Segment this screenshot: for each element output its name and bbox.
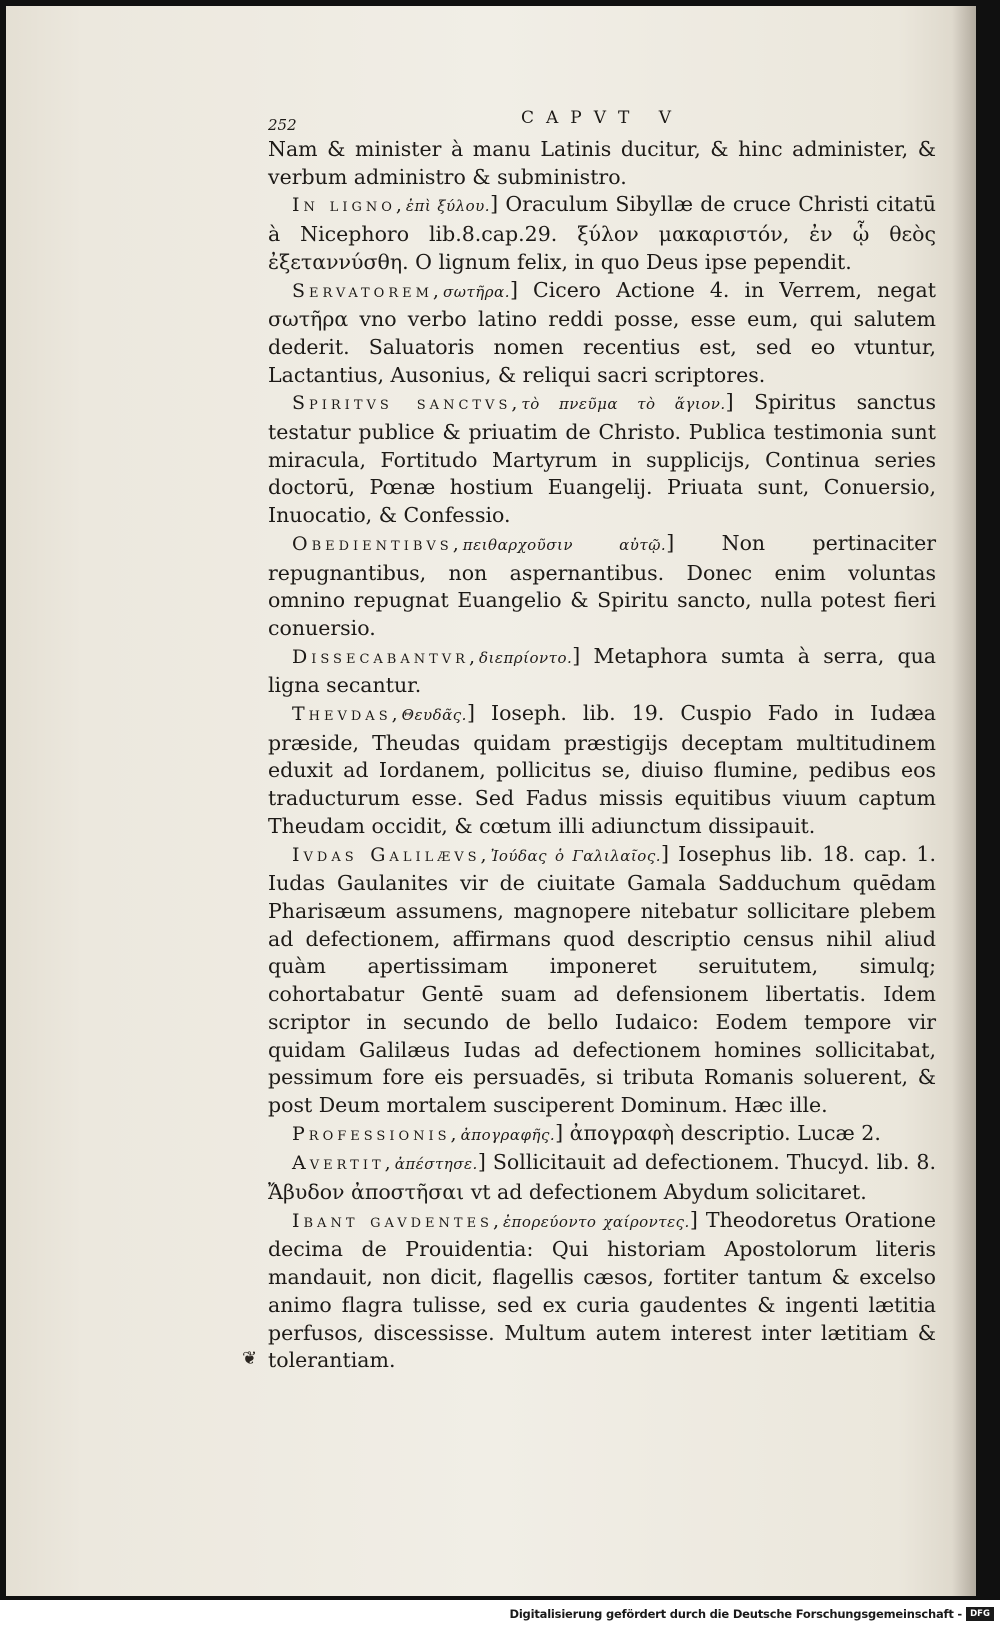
entry-text: ] Non pertinaciter repugnantibus, non aspernantibus. Donec enim voluntas omnino repugnat Euangelio & Spiritu sancto, nulla potest fieri conuersio. (268, 530, 937, 640)
entry-9 (268, 1149, 936, 1206)
entry-text: ] Theodoretus Oratione decima de Prouidentia: Qui historiam Apostolorum literis mandauit, non dicit, flagellis cæsos, fortiter tantum & excelso animo flagra tulisse, sed ex curia gaudentes & ingenti lætitia perfusos, discessisse. Multum autem interest inter lætitiam & tolerantiam. (268, 1207, 936, 1373)
entry-text: ] Spiritus sanctus testatur publice & priuatim de Christo. Publica testimonia sunt miracula, Fortitudo Martyrum in supplicijs, Continua series doctorū, Pœnæ hostium Euangelij. Priuata sunt, Conuersio, Inuocatio, & Confessio. (268, 390, 936, 528)
entry-lemma: Thevdas, (292, 703, 402, 726)
entry-lemma: Spiritvs sanctvs, (292, 392, 522, 415)
entry-greek: πειθαρχοῦσιν αὐτῷ. (462, 535, 667, 554)
funding-credit[interactable]: Digitalisierung gefördert durch die Deutsche Forschungsgemeinschaft - (509, 1607, 962, 1621)
entry-lemma: Dissecabantvr, (292, 645, 479, 668)
entry-lemma: Professionis, (292, 1122, 461, 1145)
entry-greek: διεπρίοντο. (478, 648, 573, 667)
dfg-logo-icon[interactable]: DFG (966, 1607, 994, 1621)
entry-greek: ἐπὶ ξύλου. (405, 197, 491, 216)
entry-lemma: Ivdas Galilævs, (292, 843, 491, 866)
entry-8 (268, 1120, 936, 1150)
entry-lemma: In ligno, (292, 194, 406, 217)
entry-5 (268, 643, 936, 700)
entry-10 (268, 1207, 936, 1375)
fleuron-mark: ❦ (242, 1348, 258, 1369)
entry-text: Nam & minister à manu Latinis ducitur, & hinc administer, & verbum administro & subministro. (268, 137, 936, 189)
entry-6 (268, 700, 936, 841)
entry-7 (268, 841, 936, 1120)
page-number: 252 (268, 116, 297, 134)
entry-lemma: Servatorem, (292, 279, 443, 302)
entry-greek: ἐπορεύοντο χαίροντες. (503, 1212, 690, 1231)
entry-lemma: Avertit, (292, 1152, 395, 1175)
entry-text: ] Iosephus lib. 18. cap. 1. Iudas Gaulanites vir de ciuitate Gamala Sadduchum quēdam Pharisæum assumens, magnopere nitebatur sollicitare plebem ad defectionem, affirmans quod descriptio census nihil aliud quàm apertissimam imponeret seruitutem, simulq; cohortabatur Gentē suam ad defensionem libertatis. Idem scriptor in secundo de bello Iudaico: Eodem tempore vir quidam Galilæus Iudas ad defectionem homines sollicitabat, pessimum fore eis persuadēs, si tributa Romanis soluerent, & post Deum mortalem susciperent Dominum. Hæc ille. (268, 841, 936, 1117)
entry-text: ] ἀπογραφὴ descriptio. Lucæ 2. (555, 1120, 881, 1145)
entry-text: ] Ioseph. lib. 19. Cuspio Fado in Iudæa præside, Theudas quidam præstigijs deceptam multitudinem eduxit ad Iordanem, pollicitus se, diuiso flumine, pedibus eos traducturum esse. Sed Fadus missis equitibus viuum captum Theudam occidit, & cœtum illi adiunctum dissipauit. (268, 701, 936, 838)
entry-greek: ἀπογραφῆς. (460, 1125, 556, 1144)
digitization-footer (0, 1604, 1000, 1625)
entry-text: ] Oraculum Sibyllæ de cruce Christi citatū à Nicephoro lib.8.cap.29. ξύλον μακαριστόν, ἐν ᾧ θεὸς ἐξεταννύσθη. O lignum felix, in quo Deus ipse pependit. (268, 192, 936, 274)
entry-4 (268, 530, 936, 643)
page-fold-shadow (952, 6, 976, 1596)
entry-text: ] Cicero Actione 4. in Verrem, negat σωτῆρα vno verbo latino reddi posse, esse eum, qui salutem dederit. Saluatoris nomen recentius est, sed eo vtuntur, Lactantius, Ausonius, & reliqui sacri scriptores. (268, 277, 936, 387)
entry-0 (268, 136, 936, 191)
entry-greek: Θευδᾶς. (401, 706, 467, 725)
entry-3 (268, 389, 936, 530)
running-head: CAPVT V (520, 108, 684, 128)
book-page (6, 6, 976, 1596)
entry-text: ] Sollicitauit ad defectionem. Thucyd. lib. 8. Ἄβυδον ἀποστῆσαι vt ad defectionem Abydum solicitaret. (268, 1150, 936, 1205)
entry-greek: ἀπέστησε. (394, 1155, 478, 1174)
entry-lemma: Ibant gavdentes, (292, 1209, 503, 1232)
entry-greek: σωτῆρα. (442, 282, 510, 301)
text-block (268, 106, 936, 1375)
entry-lemma: Obedientibvs, (292, 532, 463, 555)
entry-text: ] Metaphora sumta à serra, qua ligna secantur. (268, 643, 936, 698)
entry-greek: Ἰούδας ὁ Γαλιλαῖος. (490, 846, 661, 865)
entry-2 (268, 277, 936, 390)
entry-greek: τὸ πνεῦμα τὸ ἅγιον. (521, 395, 726, 414)
entry-1 (268, 191, 936, 276)
page-header (268, 106, 936, 136)
